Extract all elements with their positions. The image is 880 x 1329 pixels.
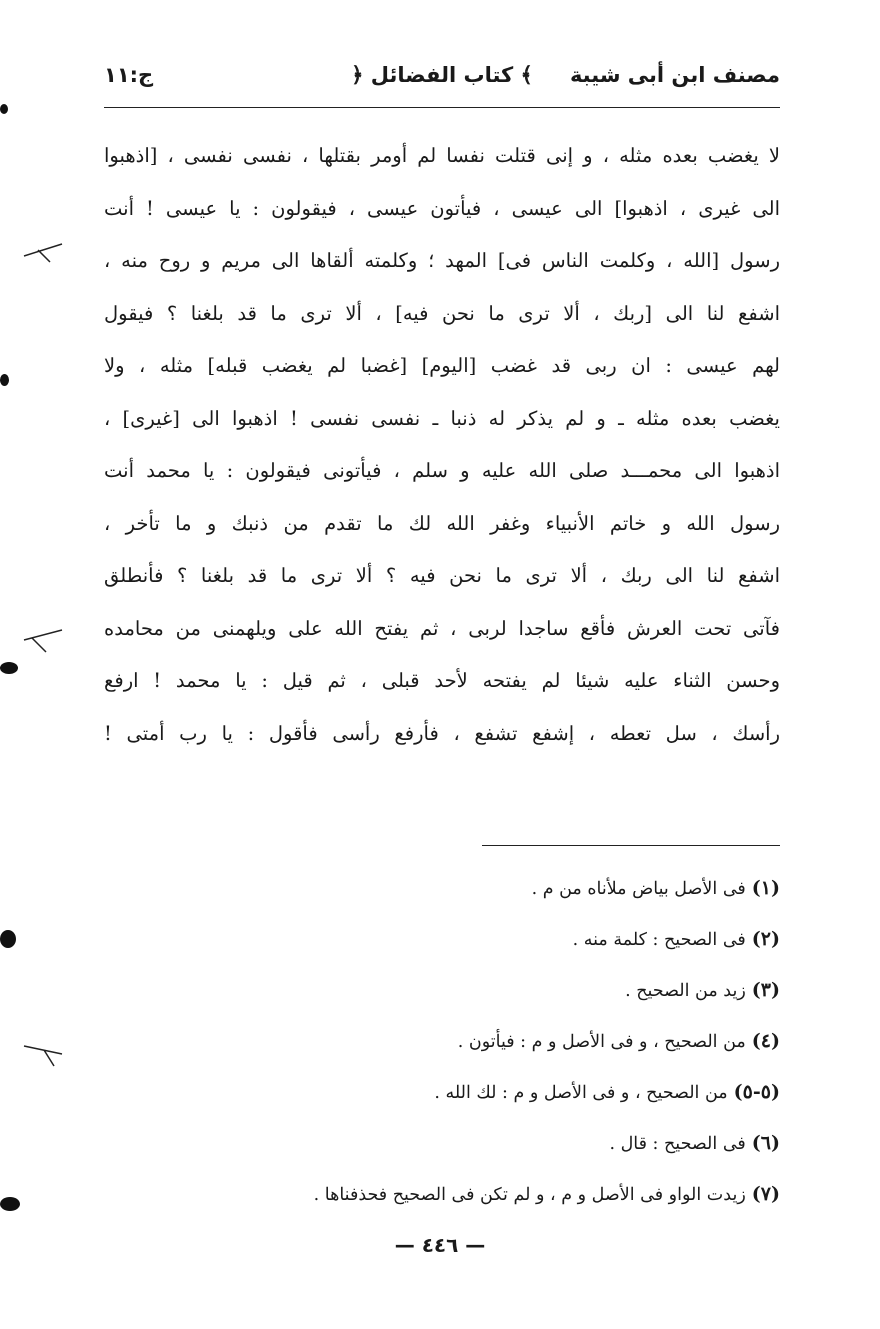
scan-speck: [0, 930, 16, 948]
text-line: رأسك ، سل تعطه ، إشفع تشفع ، فأرفع رأسى فأقول : يا رب أمتى !: [104, 721, 780, 745]
scan-tick-mark: [22, 1040, 66, 1070]
section-title: ﴿ كتاب الفضائل ﴾: [351, 63, 533, 87]
page-number: — ٤٤٦ —: [394, 1233, 486, 1257]
footnote: [104, 863, 780, 914]
footnote-number: (٦): [751, 1132, 780, 1154]
main-text: [104, 130, 780, 760]
footnote-rule: [482, 845, 780, 846]
scan-speck: [0, 1197, 20, 1211]
text-line: رسول الله و خاتم الأنبياء وغفر الله لك ما تقدم من ذنبك و ما تأخر ،: [104, 511, 780, 535]
footnote: [104, 1169, 780, 1220]
footnote-text: من الصحيح ، و فى الأصل و م : لك الله .: [434, 1083, 728, 1103]
footnote: [104, 1118, 780, 1169]
footnote-number: (٧): [751, 1183, 780, 1205]
footnote-number: (٥-٥): [733, 1081, 780, 1103]
text-line: اشفع لنا الى ربك ، ألا ترى ما نحن فيه ؟ ألا ترى ما قد بلغنا ؟ فأنطلق: [104, 564, 780, 587]
footnote: [104, 965, 780, 1016]
footnote-number: (٢): [751, 928, 780, 950]
text-line: لا يغضب بعده مثله ، و إنى قتلت نفسا لم أومر بقتلها ، نفسى نفسى ، [اذهبوا: [104, 144, 780, 167]
footnote-number: (٤): [751, 1030, 780, 1052]
text-line: وحسن الثناء عليه شيئا لم يفتحه لأحد قبلى ، ثم قيل : يا محمد ! ارفع: [104, 669, 780, 692]
footnote: [104, 1067, 780, 1118]
scan-tick-mark: [22, 626, 66, 656]
footnote-text: زيدت الواو فى الأصل و م ، و لم تكن فى الصحيح فحذفناها .: [313, 1185, 746, 1205]
running-header: [104, 55, 780, 105]
footnote-text: فى الصحيح : قال .: [609, 1134, 746, 1154]
footnote-text: فى الصحيح : كلمة منه .: [572, 930, 746, 950]
header-rule: [104, 107, 780, 108]
book-title: مصنف ابن أبى شيبة: [569, 63, 780, 87]
volume-number: ج:١١: [104, 63, 154, 87]
text-line: يغضب بعده مثله ـ و لم يذكر له ذنبا ـ نفسى نفسى ! اذهبوا الى [غيرى] ،: [104, 406, 780, 430]
text-line: فآتى تحت العرش فأقع ساجدا لربى ، ثم يفتح الله على ويلهمنى من محامده: [104, 616, 780, 640]
scan-speck: [0, 374, 9, 386]
text-line: اشفع لنا الى [ربك ، ألا ترى ما نحن فيه] ، ألا ترى ما قد بلغنا ؟ فيقول: [104, 301, 780, 325]
footnote-number: (٣): [751, 979, 780, 1001]
footnote-number: (١): [751, 877, 780, 899]
text-line: رسول [الله ، وكلمت الناس فى] المهد ؛ وكلمته ألقاها الى مريم و روح منه ،: [104, 249, 780, 272]
footnote: [104, 1016, 780, 1067]
text-line: الى غيرى ، اذهبوا] الى عيسى ، فيأتون عيسى ، فيقولون : يا عيسى ! أنت: [104, 196, 780, 220]
footnotes: [104, 863, 780, 1220]
footnote-text: من الصحيح ، و فى الأصل و م : فيأتون .: [457, 1032, 746, 1052]
text-line: لهم عيسى : ان ربى قد غضب [اليوم] [غضبا لم يغضب قبله] مثله ، ولا: [104, 354, 780, 377]
footnote-text: زيد من الصحيح .: [625, 981, 746, 1001]
scan-speck: [0, 662, 18, 674]
footnote: [104, 914, 780, 965]
scan-speck: [0, 104, 8, 114]
scan-tick-mark: [22, 236, 66, 266]
footnote-text: فى الأصل بياض ملأناه من م .: [531, 879, 746, 899]
text-line: اذهبوا الى محمـــد صلى الله عليه و سلم ، فيأتونى فيقولون : يا محمد أنت: [104, 459, 780, 482]
